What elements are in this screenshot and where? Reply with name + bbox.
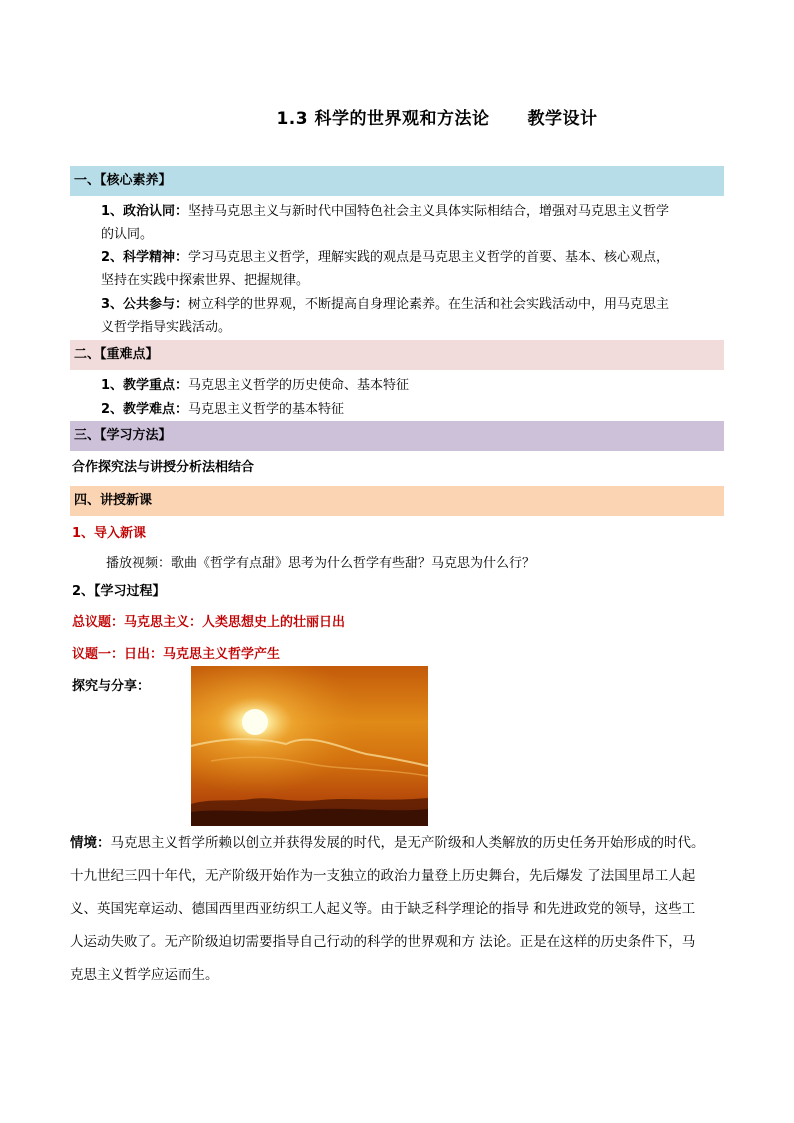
situation-line-3: 义、英国宪章运动、德国西里西亚纺织工人起义等。由于缺乏科学理论的指导 和先进政党的领导，这些工 [70, 901, 696, 917]
situation-line-4: 人运动失败了。无产阶级迫切需要指导自己行动的科学的世界观和方 法论。正是在这样的历史条件下，马 [70, 934, 696, 950]
core-item-political [101, 200, 723, 246]
section-core-literacy-heading: 一、【核心素养】 [70, 166, 724, 196]
item-text: 学习马克思主义哲学，理解实践的观点是马克思主义哲学的首要、基本、核心观点， [188, 250, 670, 265]
item-text-cont: 义哲学指导实践活动。 [101, 320, 232, 335]
situation-line-1 [70, 827, 734, 860]
section-learning-method-heading: 三、【学习方法】 [70, 421, 724, 451]
situation-text: 马克思主义哲学所赖以创立并获得发展的时代，是无产阶级和人类解放的历史任务开始形成的时代。 [110, 835, 705, 851]
situation-label: 情境： [70, 835, 111, 851]
explore-label: 探究与分享： [72, 679, 151, 694]
item-text: 坚持马克思主义与新时代中国特色社会主义具体实际相结合，增强对马克思主义哲学 [188, 204, 670, 219]
item-label: 2、教学难点： [101, 402, 189, 417]
key-point-item [101, 374, 723, 397]
process-heading: 2、【学习过程】 [72, 584, 166, 599]
difficult-point-item [101, 398, 723, 421]
item-text: 马克思主义哲学的历史使命、基本特征 [188, 378, 410, 393]
intro-text: 播放视频：歌曲《哲学有点甜》思考为什么哲学有些甜？马克思为什么行？ [106, 556, 536, 571]
page-title [0, 104, 794, 129]
learning-method-text: 合作探究法与讲授分析法相结合 [72, 460, 255, 475]
item-label: 1、政治认同： [101, 204, 189, 219]
topic-one: 议题一：日出：马克思主义哲学产生 [72, 647, 281, 662]
situation-paragraph [70, 827, 734, 992]
item-label: 2、科学精神： [101, 250, 189, 265]
title-main: 1.3 科学的世界观和方法论 [276, 109, 490, 129]
core-item-science [101, 246, 723, 292]
item-text: 马克思主义哲学的基本特征 [188, 402, 345, 417]
situation-line-5: 克思主义哲学应运而生。 [70, 967, 219, 983]
sunrise-photo [191, 666, 428, 826]
item-text-cont: 的认同。 [101, 227, 154, 242]
section-key-points-heading: 二、【重难点】 [70, 340, 724, 370]
title-suffix: 教学设计 [527, 109, 598, 129]
intro-heading: 1、导入新课 [72, 526, 147, 541]
item-text-cont: 坚持在实践中探索世界、把握规律。 [101, 273, 310, 288]
item-label: 3、公共参与： [101, 297, 189, 312]
item-label: 1、教学重点： [101, 378, 189, 393]
main-topic: 总议题：马克思主义：人类思想史上的壮丽日出 [72, 615, 346, 630]
core-item-participation [101, 293, 723, 339]
item-text: 树立科学的世界观，不断提高自身理论素养。在生活和社会实践活动中，用马克思主 [188, 297, 670, 312]
section-new-lesson-heading: 四、讲授新课 [70, 486, 724, 516]
situation-line-2: 十九世纪三四十年代，无产阶级开始作为一支独立的政治力量登上历史舞台，先后爆发 了法国里昂工人起 [70, 868, 696, 884]
